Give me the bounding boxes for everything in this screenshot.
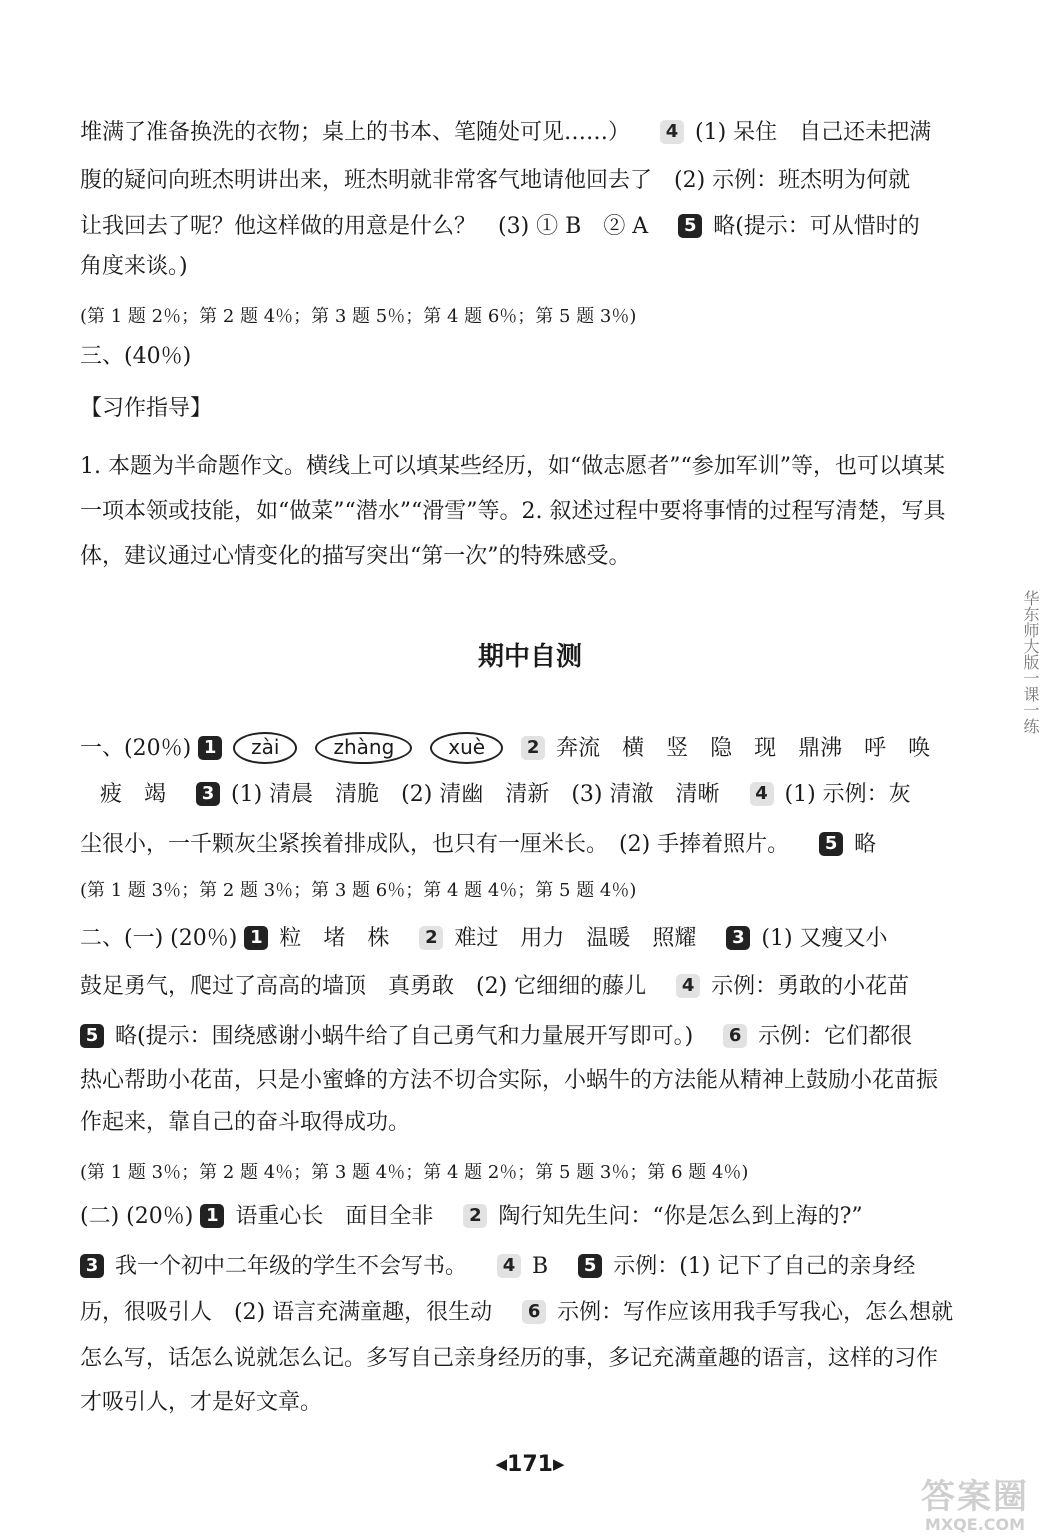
question-number-badge: 2 <box>521 736 545 760</box>
question-number-badge: 1 <box>198 736 222 760</box>
answer-line: 腹的疑问向班杰明讲出来，班杰明就非常客气地请他回去了 (2) 示例：班杰明为何就 <box>80 168 911 193</box>
question-number-badge: 5 <box>678 214 702 238</box>
guide-text: 1. 本题为半命题作文。横线上可以填某些经历，如“做志愿者”“参加军训”等，也可以填某 <box>80 454 945 479</box>
pinyin-oval: zhàng <box>315 732 412 764</box>
question-number-badge: 5 <box>819 832 843 856</box>
pinyin-oval: zài <box>233 732 297 764</box>
page-number: ◀171▶ <box>495 1452 565 1477</box>
answer-line: 热心帮助小花苗，只是小蜜蜂的方法不切合实际，小蜗牛的方法能从精神上鼓励小花苗振 <box>80 1068 939 1093</box>
answer-line: 才吸引人，才是好文章。 <box>80 1390 323 1415</box>
guide-text: 体，建议通过心情变化的描写突出“第一次”的特殊感受。 <box>80 544 631 569</box>
section-title: 期中自测 <box>477 642 582 672</box>
answer-line: 一、(20％) 1 zài zhàng xuè 2 奔流 横 竖 隐 现 鼎沸 呼 唤 <box>80 732 930 764</box>
question-number-badge: 2 <box>419 926 443 950</box>
guide-text: 一项本领或技能，如“做菜”“潜水”“滑雪”等。2. 叙述过程中要将事情的过程写清楚，写具 <box>80 499 946 524</box>
answer-line: (二) (20％) 1 语重心长 面目全非 2 陶行知先生问：“你是怎么到上海的?” <box>80 1204 863 1229</box>
answer-line: 二、(一) (20％) 1 粒 堵 株 2 难过 用力 温暖 照耀 3 (1) 又瘦又小 <box>80 926 888 951</box>
question-number-badge: 4 <box>660 120 684 144</box>
score-line: (第 1 题 3％；第 2 题 3％；第 3 题 6％；第 4 题 4％；第 5 题 4％) <box>80 880 637 901</box>
answer-line: 历，很吸引人 (2) 语言充满童趣，很生动 6 示例：写作应该用我手写我心，怎么想就 <box>80 1300 954 1325</box>
answer-line: 让我回去了呢？他这样做的用意是什么？ (3) ① B ② A 5 略(提示：可从惜时的 <box>80 214 920 239</box>
section-heading: 三、(40％) <box>80 344 192 369</box>
score-line: (第 1 题 3％；第 2 题 4％；第 3 题 4％；第 4 题 2％；第 5 题 3％；第 6 题 4％) <box>80 1162 749 1183</box>
question-number-badge: 2 <box>463 1204 487 1228</box>
answer-line: 5 略(提示：围绕感谢小蜗牛给了自己勇气和力量展开写即可。) 6 示例：它们都很 <box>80 1022 912 1052</box>
answer-line: 作起来，靠自己的奋斗取得成功。 <box>80 1110 411 1135</box>
watermark: 答案圈 MXQE.COM <box>921 1477 1029 1534</box>
question-number-badge: 3 <box>726 926 750 950</box>
question-number-badge: 1 <box>244 926 268 950</box>
guide-heading: 【习作指导】 <box>80 396 213 421</box>
question-number-badge: 1 <box>200 1204 224 1228</box>
answer-line: 鼓足勇气，爬过了高高的墙顶 真勇敢 (2) 它细细的藤儿 4 示例：勇敢的小花苗 <box>80 974 910 999</box>
pinyin-oval: xuè <box>430 732 503 764</box>
answer-line: 怎么写，话怎么说就怎么记。多写自己亲身经历的事，多记充满童趣的语言，这样的习作 <box>80 1346 939 1371</box>
question-number-badge: 3 <box>196 782 220 806</box>
question-number-badge: 4 <box>676 974 700 998</box>
triangle-right-icon: ▶ <box>552 1455 565 1473</box>
question-number-badge: 6 <box>723 1024 747 1048</box>
triangle-left-icon: ◀ <box>495 1455 508 1473</box>
question-number-badge: 5 <box>578 1254 602 1278</box>
answer-line: 角度来谈。) <box>80 254 188 279</box>
question-number-badge: 3 <box>80 1254 104 1278</box>
score-line: (第 1 题 2％；第 2 题 4％；第 3 题 5％；第 4 题 6％；第 5 题 3％) <box>80 306 637 327</box>
answer-line: 3 我一个初中二年级的学生不会写书。 4 B 5 示例：(1) 记下了自己的亲身经 <box>80 1252 915 1282</box>
question-number-badge: 5 <box>80 1024 104 1048</box>
question-number-badge: 4 <box>750 782 774 806</box>
answer-line: 堆满了准备换洗的衣物；桌上的书本、笔随处可见……） 4 (1) 呆住 自己还未把满 <box>80 120 932 145</box>
answer-line: 尘很小，一千颗灰尘紧挨着排成队，也只有一厘米长。 (2) 手捧着照片。 5 略 <box>80 832 877 857</box>
side-series-label: 华东师大版一课一练 <box>1021 590 1040 734</box>
answer-line: 疲 竭 3 (1) 清晨 清脆 (2) 清幽 清新 (3) 清澈 清晰 4 (1) 示例：灰 <box>100 782 911 807</box>
question-number-badge: 6 <box>522 1300 546 1324</box>
question-number-badge: 4 <box>497 1254 521 1278</box>
